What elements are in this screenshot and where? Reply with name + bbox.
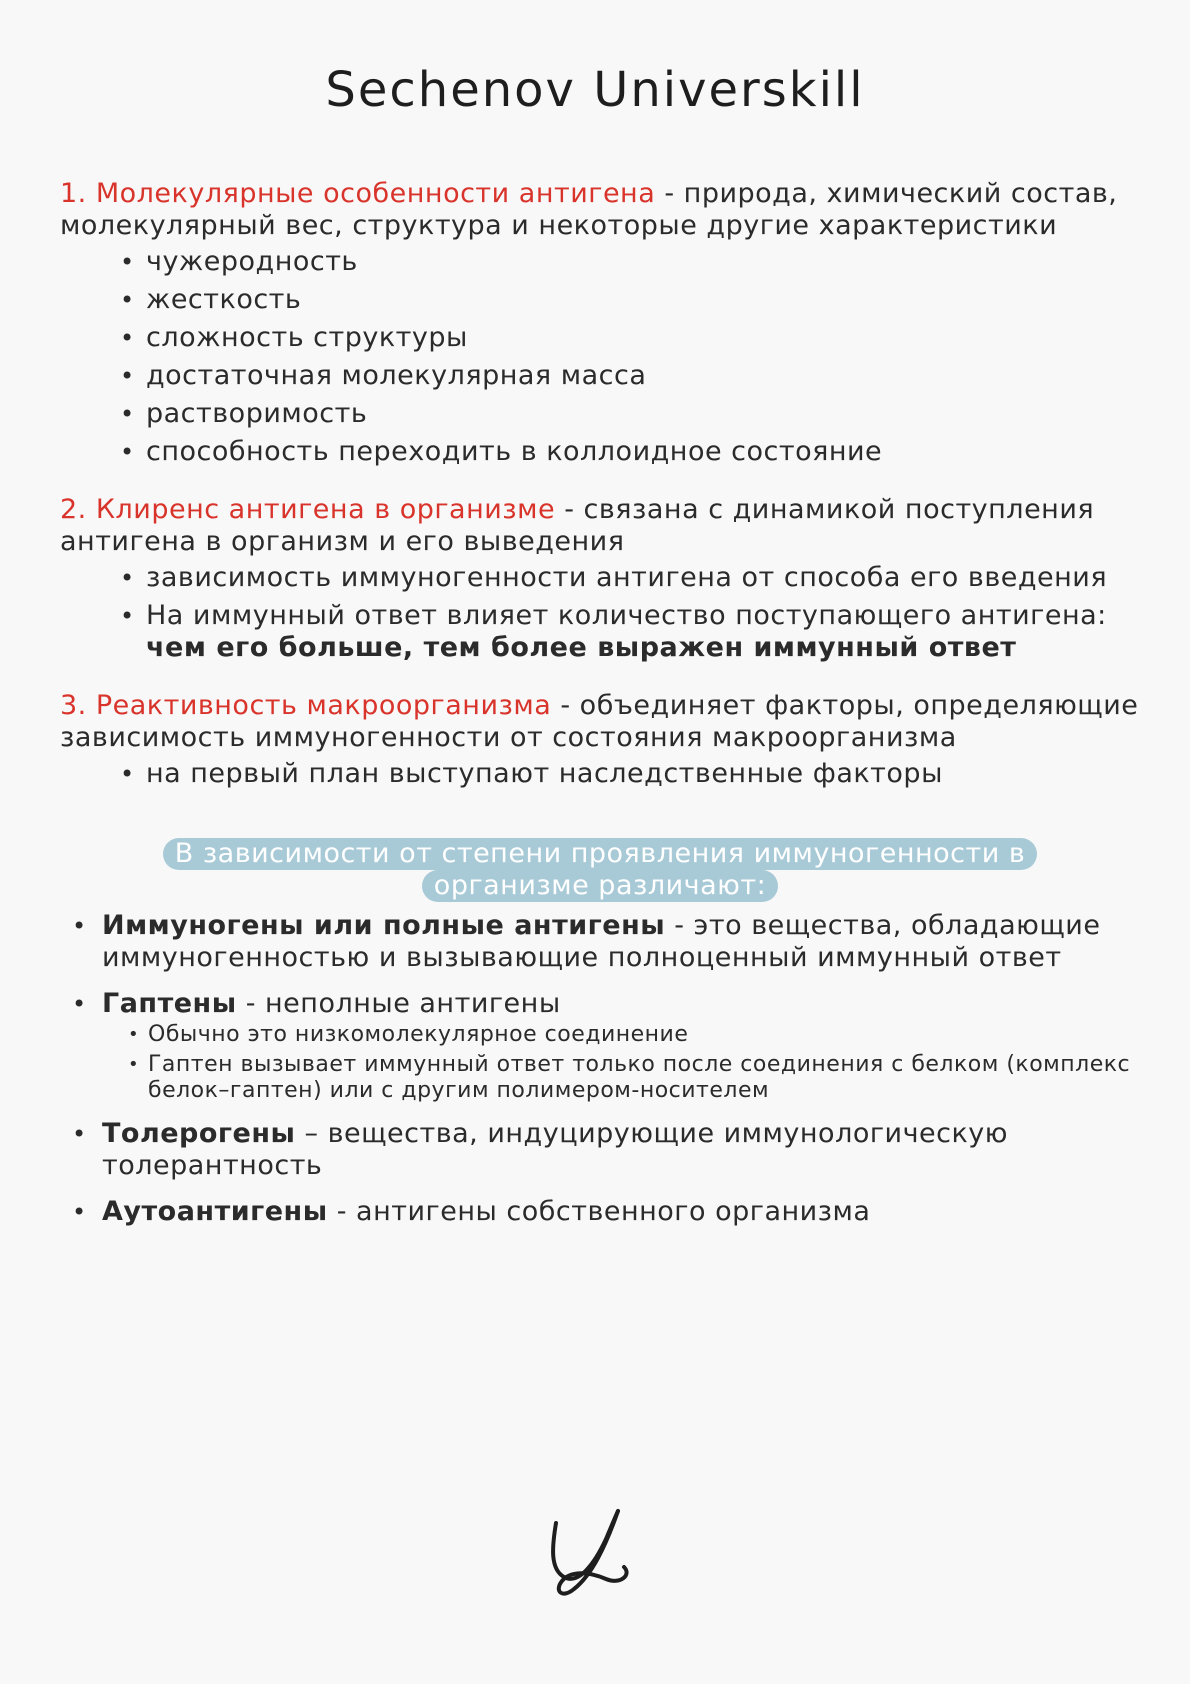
type-immunogens (60, 910, 1140, 974)
type-text: - неполные антигены (236, 988, 561, 1019)
list-item: • на первый план выступают наследственные факторы (60, 758, 1140, 790)
section-1-text: - природа, химический состав, молекулярный вес, структура и некоторые другие характеристики (60, 178, 1118, 241)
list-item: • растворимость (60, 398, 1140, 430)
list-item: • достаточная молекулярная масса (60, 360, 1140, 392)
classification-banner (60, 838, 1140, 902)
list-item-text: На иммунный ответ влияет количество поступающего антигена: (146, 600, 1107, 631)
section-3-list (60, 758, 1140, 790)
sub-list-item: • Гаптен вызывает иммунный ответ только после соединения с белком (комплекс белок–гаптен) или с другим полимером-носителем (102, 1052, 1140, 1104)
banner-line-2: организме различают: (422, 870, 778, 902)
banner-line-1: В зависимости от степени проявления иммуногенности в (163, 838, 1038, 870)
section-3-paragraph (60, 690, 1140, 754)
type-haptens (60, 988, 1140, 1104)
document-body (60, 178, 1140, 1242)
list-item-emphasis: чем его больше, тем более выражен иммунный ответ (146, 632, 1017, 663)
section-1 (60, 178, 1140, 468)
type-tolerogens (60, 1118, 1140, 1182)
section-3-text: - объединяет факторы, определяющие зависимость иммуногенности от состояния макроорганизма (60, 690, 1139, 753)
section-1-list (60, 246, 1140, 468)
list-item: • жесткость (60, 284, 1140, 316)
type-text: - это вещества, обладающие иммуногенностью и вызывающие полноценный иммунный ответ (102, 910, 1101, 973)
haptens-sublist (102, 1022, 1140, 1104)
type-term: Толерогены (102, 1118, 296, 1149)
section-1-paragraph (60, 178, 1140, 242)
section-2-heading: 2. Клиренс антигена в организме (60, 494, 556, 525)
section-2-text: - связана с динамикой поступления антигена в организм и его выведения (60, 494, 1095, 557)
section-3-heading: 3. Реактивность макроорганизма (60, 690, 552, 721)
list-item (60, 600, 1140, 664)
type-term: Гаптены (102, 988, 237, 1019)
section-2-list (60, 562, 1140, 664)
type-term: Аутоантигены (102, 1196, 328, 1227)
type-text: – вещества, индуцирующие иммунологическую толерантность (102, 1118, 1009, 1181)
antigen-types-list (60, 910, 1140, 1228)
list-item: • чужеродность (60, 246, 1140, 278)
page-title: Sechenov Universkill (325, 62, 865, 118)
type-autoantigens (60, 1196, 1140, 1228)
universkill-logo (548, 1505, 648, 1605)
section-2 (60, 494, 1140, 664)
list-item: • сложность структуры (60, 322, 1140, 354)
section-3 (60, 690, 1140, 790)
list-item: • способность переходить в коллоидное состояние (60, 436, 1140, 468)
list-item: • зависимость иммуногенности антигена от способа его введения (60, 562, 1140, 594)
type-term: Иммуногены или полные антигены (102, 910, 666, 941)
section-2-paragraph (60, 494, 1140, 558)
sub-list-item: • Обычно это низкомолекулярное соединение (102, 1022, 1140, 1048)
type-text: - антигены собственного организма (327, 1196, 871, 1227)
section-1-heading: 1. Молекулярные особенности антигена (60, 178, 656, 209)
